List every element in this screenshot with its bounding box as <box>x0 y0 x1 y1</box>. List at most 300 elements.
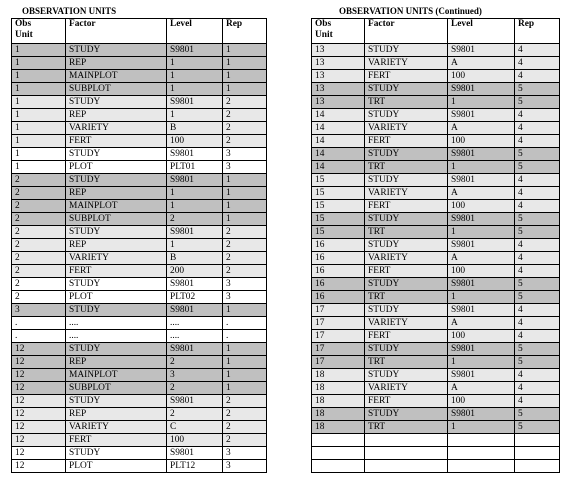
obs-unit-cell: 1 <box>12 57 66 70</box>
obs-unit-cell: 12 <box>12 460 66 473</box>
obs-unit-cell: 12 <box>12 447 66 460</box>
factor-cell: SUBPLOT <box>66 382 167 395</box>
table-row <box>312 382 560 395</box>
obs-unit-cell: 2 <box>12 213 66 226</box>
table-row <box>312 343 560 356</box>
obs-unit-cell: 18 <box>312 369 365 382</box>
table-header-row <box>312 19 560 44</box>
table-row <box>312 109 560 122</box>
obs-unit-cell: 12 <box>12 356 66 369</box>
rep-cell: 4 <box>515 187 560 200</box>
level-cell: S9801 <box>167 395 223 408</box>
table-row <box>312 369 560 382</box>
table-row <box>12 174 267 187</box>
level-cell: PLT01 <box>167 161 223 174</box>
level-cell: PLT02 <box>167 291 223 304</box>
rep-cell: 2 <box>223 226 267 239</box>
obs-unit-cell: 12 <box>12 434 66 447</box>
level-cell: 1 <box>167 70 223 83</box>
factor-cell: VARIETY <box>66 122 167 135</box>
obs-unit-cell: 18 <box>312 421 365 434</box>
rep-cell: 1 <box>223 70 267 83</box>
obs-unit-cell: 2 <box>12 252 66 265</box>
obs-unit-cell: 1 <box>12 161 66 174</box>
table-row <box>12 252 267 265</box>
rep-cell: 5 <box>515 226 560 239</box>
table-row <box>312 447 560 460</box>
rep-cell: 1 <box>223 200 267 213</box>
obs-unit-cell: 13 <box>312 70 365 83</box>
table-row <box>312 70 560 83</box>
obs-unit-cell: 1 <box>12 135 66 148</box>
obs-unit-cell: 2 <box>12 187 66 200</box>
obs-unit-cell: 1 <box>12 148 66 161</box>
obs-unit-cell: 14 <box>312 109 365 122</box>
rep-cell: 2 <box>223 96 267 109</box>
level-cell: C <box>167 421 223 434</box>
obs-unit-cell: 15 <box>312 187 365 200</box>
header-obs-unit: Obs Unit <box>312 19 365 44</box>
obs-unit-cell: 17 <box>312 330 365 343</box>
table-row <box>12 460 267 473</box>
table-row <box>312 239 560 252</box>
rep-cell: 2 <box>223 252 267 265</box>
header-factor: Factor <box>66 19 167 44</box>
rep-cell: 4 <box>515 135 560 148</box>
factor-cell: SUBPLOT <box>66 213 167 226</box>
observation-units-continued-table <box>311 18 560 473</box>
obs-unit-cell: 14 <box>312 161 365 174</box>
factor-cell: MAINPLOT <box>66 369 167 382</box>
obs-unit-cell: 12 <box>12 408 66 421</box>
table-header-row <box>12 19 267 44</box>
rep-cell: 1 <box>223 174 267 187</box>
level-cell: A <box>448 382 515 395</box>
obs-unit-cell: 16 <box>312 291 365 304</box>
level-cell: S9801 <box>167 44 223 57</box>
rep-cell: 1 <box>223 382 267 395</box>
factor-cell: STUDY <box>365 239 448 252</box>
obs-unit-cell: 13 <box>312 83 365 96</box>
rep-cell: . <box>223 330 267 343</box>
table-row <box>12 226 267 239</box>
table-row <box>12 356 267 369</box>
rep-cell: 5 <box>515 291 560 304</box>
obs-unit-cell: 2 <box>12 291 66 304</box>
factor-cell: STUDY <box>365 174 448 187</box>
obs-unit-cell <box>312 447 365 460</box>
factor-cell: STUDY <box>66 44 167 57</box>
level-cell: S9801 <box>167 304 223 317</box>
level-cell: 1 <box>167 109 223 122</box>
obs-unit-cell: 12 <box>12 382 66 395</box>
left-table-title: OBSERVATION UNITS <box>22 6 117 16</box>
factor-cell: TRT <box>365 356 448 369</box>
obs-unit-cell: 2 <box>12 226 66 239</box>
level-cell: S9801 <box>167 148 223 161</box>
obs-unit-cell: 15 <box>312 200 365 213</box>
rep-cell: 2 <box>223 265 267 278</box>
rep-cell: 5 <box>515 83 560 96</box>
rep-cell: 3 <box>223 291 267 304</box>
level-cell: 100 <box>448 200 515 213</box>
factor-cell: STUDY <box>365 278 448 291</box>
table-row <box>312 83 560 96</box>
level-cell: 100 <box>448 135 515 148</box>
level-cell <box>448 460 515 473</box>
level-cell: S9801 <box>167 343 223 356</box>
rep-cell: 5 <box>515 421 560 434</box>
obs-unit-cell: 12 <box>12 421 66 434</box>
rep-cell <box>515 447 560 460</box>
factor-cell: STUDY <box>66 447 167 460</box>
rep-cell: 4 <box>515 382 560 395</box>
rep-cell: 3 <box>223 161 267 174</box>
rep-cell: 4 <box>515 369 560 382</box>
level-cell: S9801 <box>448 174 515 187</box>
header-obs-unit: Obs Unit <box>12 19 66 44</box>
level-cell: 3 <box>167 369 223 382</box>
factor-cell: STUDY <box>365 109 448 122</box>
rep-cell: 4 <box>515 317 560 330</box>
table-row <box>12 70 267 83</box>
obs-unit-cell: 17 <box>312 356 365 369</box>
obs-unit-cell <box>312 460 365 473</box>
right-table-title: OBSERVATION UNITS (Continued) <box>339 6 482 16</box>
obs-unit-cell: 13 <box>312 57 365 70</box>
table-row <box>12 44 267 57</box>
level-cell: S9801 <box>448 304 515 317</box>
level-cell: S9801 <box>448 109 515 122</box>
table-row <box>312 460 560 473</box>
level-cell: 1 <box>167 200 223 213</box>
factor-cell: PLOT <box>66 161 167 174</box>
factor-cell: STUDY <box>365 44 448 57</box>
obs-unit-cell: 1 <box>12 44 66 57</box>
factor-cell: STUDY <box>365 304 448 317</box>
level-cell: A <box>448 252 515 265</box>
header-rep: Rep <box>223 19 267 44</box>
rep-cell: 1 <box>223 304 267 317</box>
rep-cell <box>515 460 560 473</box>
rep-cell: 4 <box>515 57 560 70</box>
rep-cell: 1 <box>223 343 267 356</box>
factor-cell: MAINPLOT <box>66 200 167 213</box>
table-row <box>12 382 267 395</box>
level-cell: 1 <box>448 291 515 304</box>
rep-cell: 2 <box>223 135 267 148</box>
rep-cell: 2 <box>223 434 267 447</box>
level-cell: S9801 <box>448 343 515 356</box>
table-row <box>12 213 267 226</box>
level-cell: PLT12 <box>167 460 223 473</box>
level-cell: 200 <box>167 265 223 278</box>
factor-cell: STUDY <box>66 96 167 109</box>
factor-cell: VARIETY <box>365 317 448 330</box>
header-rep: Rep <box>515 19 560 44</box>
factor-cell: REP <box>66 408 167 421</box>
level-cell: S9801 <box>448 408 515 421</box>
factor-cell: STUDY <box>66 343 167 356</box>
rep-cell: 3 <box>223 460 267 473</box>
obs-unit-cell: 13 <box>312 96 365 109</box>
obs-unit-cell: 12 <box>12 343 66 356</box>
table-row <box>312 174 560 187</box>
obs-unit-cell: 12 <box>12 395 66 408</box>
rep-cell: 4 <box>515 330 560 343</box>
obs-unit-cell: . <box>12 330 66 343</box>
rep-cell: 3 <box>223 278 267 291</box>
rep-cell: 2 <box>223 122 267 135</box>
factor-cell: MAINPLOT <box>66 70 167 83</box>
factor-cell: TRT <box>365 161 448 174</box>
obs-unit-cell: 16 <box>312 278 365 291</box>
level-cell <box>448 434 515 447</box>
level-cell: S9801 <box>448 213 515 226</box>
level-cell: 2 <box>167 382 223 395</box>
rep-cell: 5 <box>515 356 560 369</box>
level-cell: .... <box>167 330 223 343</box>
table-row <box>12 122 267 135</box>
header-factor: Factor <box>365 19 448 44</box>
level-cell: S9801 <box>167 96 223 109</box>
factor-cell: STUDY <box>365 83 448 96</box>
header-level: Level <box>167 19 223 44</box>
factor-cell: TRT <box>365 291 448 304</box>
table-row <box>12 317 267 330</box>
level-cell: S9801 <box>448 369 515 382</box>
rep-cell: 4 <box>515 109 560 122</box>
obs-unit-cell: 17 <box>312 343 365 356</box>
table-row <box>312 44 560 57</box>
factor-cell <box>365 434 448 447</box>
obs-unit-cell: 13 <box>312 44 365 57</box>
rep-cell: 2 <box>223 239 267 252</box>
factor-cell: STUDY <box>365 408 448 421</box>
observation-units-table <box>11 18 267 473</box>
level-cell: S9801 <box>167 447 223 460</box>
obs-unit-cell: 18 <box>312 408 365 421</box>
table-row <box>312 434 560 447</box>
factor-cell: REP <box>66 239 167 252</box>
level-cell: S9801 <box>448 278 515 291</box>
level-cell: 1 <box>448 356 515 369</box>
rep-cell: 1 <box>223 213 267 226</box>
factor-cell: TRT <box>365 96 448 109</box>
table-row <box>12 330 267 343</box>
table-row <box>12 239 267 252</box>
obs-unit-cell: 1 <box>12 109 66 122</box>
factor-cell: VARIETY <box>66 421 167 434</box>
level-cell: 1 <box>448 96 515 109</box>
level-cell: S9801 <box>167 174 223 187</box>
factor-cell: STUDY <box>66 278 167 291</box>
obs-unit-cell: 1 <box>12 122 66 135</box>
factor-cell: REP <box>66 187 167 200</box>
table-row <box>312 317 560 330</box>
level-cell: S9801 <box>448 44 515 57</box>
level-cell: A <box>448 187 515 200</box>
factor-cell: STUDY <box>365 213 448 226</box>
obs-unit-cell: . <box>12 317 66 330</box>
level-cell: B <box>167 252 223 265</box>
rep-cell: 5 <box>515 148 560 161</box>
table-row <box>12 265 267 278</box>
level-cell: 1 <box>448 421 515 434</box>
obs-unit-cell <box>312 434 365 447</box>
factor-cell: STUDY <box>365 148 448 161</box>
obs-unit-cell: 2 <box>12 278 66 291</box>
level-cell: 100 <box>448 265 515 278</box>
factor-cell: SUBPLOT <box>66 83 167 96</box>
rep-cell: 5 <box>515 278 560 291</box>
factor-cell: STUDY <box>66 304 167 317</box>
level-cell: S9801 <box>448 148 515 161</box>
obs-unit-cell: 2 <box>12 239 66 252</box>
factor-cell: TRT <box>365 421 448 434</box>
factor-cell: FERT <box>365 265 448 278</box>
factor-cell: STUDY <box>365 343 448 356</box>
table-row <box>12 109 267 122</box>
table-row <box>12 369 267 382</box>
table-row <box>12 135 267 148</box>
factor-cell: REP <box>66 57 167 70</box>
obs-unit-cell: 1 <box>12 96 66 109</box>
level-cell: 2 <box>167 356 223 369</box>
obs-unit-cell: 2 <box>12 174 66 187</box>
factor-cell: VARIETY <box>365 187 448 200</box>
obs-unit-cell: 14 <box>312 148 365 161</box>
table-row <box>312 122 560 135</box>
obs-unit-cell: 18 <box>312 395 365 408</box>
rep-cell: 5 <box>515 343 560 356</box>
factor-cell: FERT <box>365 330 448 343</box>
factor-cell: FERT <box>365 135 448 148</box>
table-row <box>312 213 560 226</box>
factor-cell: PLOT <box>66 460 167 473</box>
table-row <box>312 226 560 239</box>
table-row <box>312 148 560 161</box>
table-row <box>12 83 267 96</box>
level-cell: 100 <box>448 70 515 83</box>
obs-unit-cell: 16 <box>312 265 365 278</box>
table-row <box>312 330 560 343</box>
table-row <box>12 421 267 434</box>
rep-cell: 1 <box>223 57 267 70</box>
level-cell: 1 <box>167 83 223 96</box>
factor-cell: REP <box>66 109 167 122</box>
rep-cell: 5 <box>515 213 560 226</box>
factor-cell: FERT <box>66 135 167 148</box>
factor-cell: VARIETY <box>365 57 448 70</box>
obs-unit-cell: 3 <box>12 304 66 317</box>
factor-cell: PLOT <box>66 291 167 304</box>
table-row <box>12 278 267 291</box>
level-cell <box>448 447 515 460</box>
factor-cell: FERT <box>365 70 448 83</box>
obs-unit-cell: 14 <box>312 135 365 148</box>
rep-cell: 4 <box>515 239 560 252</box>
table-row <box>12 161 267 174</box>
rep-cell: 3 <box>223 447 267 460</box>
table-row <box>12 447 267 460</box>
table-row <box>312 408 560 421</box>
level-cell: 2 <box>167 213 223 226</box>
obs-unit-cell: 15 <box>312 226 365 239</box>
table-row <box>12 291 267 304</box>
obs-unit-cell: 1 <box>12 83 66 96</box>
factor-cell: FERT <box>66 265 167 278</box>
table-row <box>312 161 560 174</box>
obs-unit-cell: 18 <box>312 382 365 395</box>
factor-cell: VARIETY <box>365 382 448 395</box>
factor-cell: FERT <box>66 434 167 447</box>
obs-unit-cell: 14 <box>312 122 365 135</box>
rep-cell: 2 <box>223 408 267 421</box>
rep-cell: 4 <box>515 44 560 57</box>
rep-cell: 4 <box>515 304 560 317</box>
table-row <box>312 57 560 70</box>
rep-cell: 3 <box>223 148 267 161</box>
factor-cell: STUDY <box>66 226 167 239</box>
factor-cell: TRT <box>365 226 448 239</box>
level-cell: 100 <box>167 135 223 148</box>
header-level: Level <box>448 19 515 44</box>
table-row <box>312 187 560 200</box>
level-cell: 1 <box>448 226 515 239</box>
table-row <box>12 96 267 109</box>
obs-unit-cell: 12 <box>12 369 66 382</box>
table-row <box>312 278 560 291</box>
level-cell: S9801 <box>167 278 223 291</box>
table-row <box>312 252 560 265</box>
factor-cell: STUDY <box>365 369 448 382</box>
factor-cell: STUDY <box>66 174 167 187</box>
factor-cell: FERT <box>365 200 448 213</box>
level-cell: 1 <box>167 187 223 200</box>
table-row <box>312 304 560 317</box>
factor-cell: FERT <box>365 395 448 408</box>
level-cell: 100 <box>448 395 515 408</box>
rep-cell: 1 <box>223 356 267 369</box>
table-row <box>312 356 560 369</box>
level-cell: 1 <box>448 161 515 174</box>
factor-cell <box>365 460 448 473</box>
obs-unit-cell: 15 <box>312 213 365 226</box>
factor-cell: STUDY <box>66 148 167 161</box>
level-cell: 1 <box>167 57 223 70</box>
obs-unit-cell: 2 <box>12 265 66 278</box>
table-row <box>312 265 560 278</box>
rep-cell: 5 <box>515 161 560 174</box>
level-cell: S9801 <box>448 83 515 96</box>
rep-cell <box>515 434 560 447</box>
obs-unit-cell: 16 <box>312 239 365 252</box>
rep-cell: 4 <box>515 200 560 213</box>
obs-unit-cell: 17 <box>312 304 365 317</box>
table-row <box>312 200 560 213</box>
level-cell: B <box>167 122 223 135</box>
obs-unit-cell: 17 <box>312 317 365 330</box>
level-cell: A <box>448 317 515 330</box>
level-cell: .... <box>167 317 223 330</box>
table-row <box>12 304 267 317</box>
level-cell: S9801 <box>448 239 515 252</box>
rep-cell: 5 <box>515 408 560 421</box>
factor-cell <box>365 447 448 460</box>
table-row <box>12 343 267 356</box>
level-cell: 2 <box>167 408 223 421</box>
